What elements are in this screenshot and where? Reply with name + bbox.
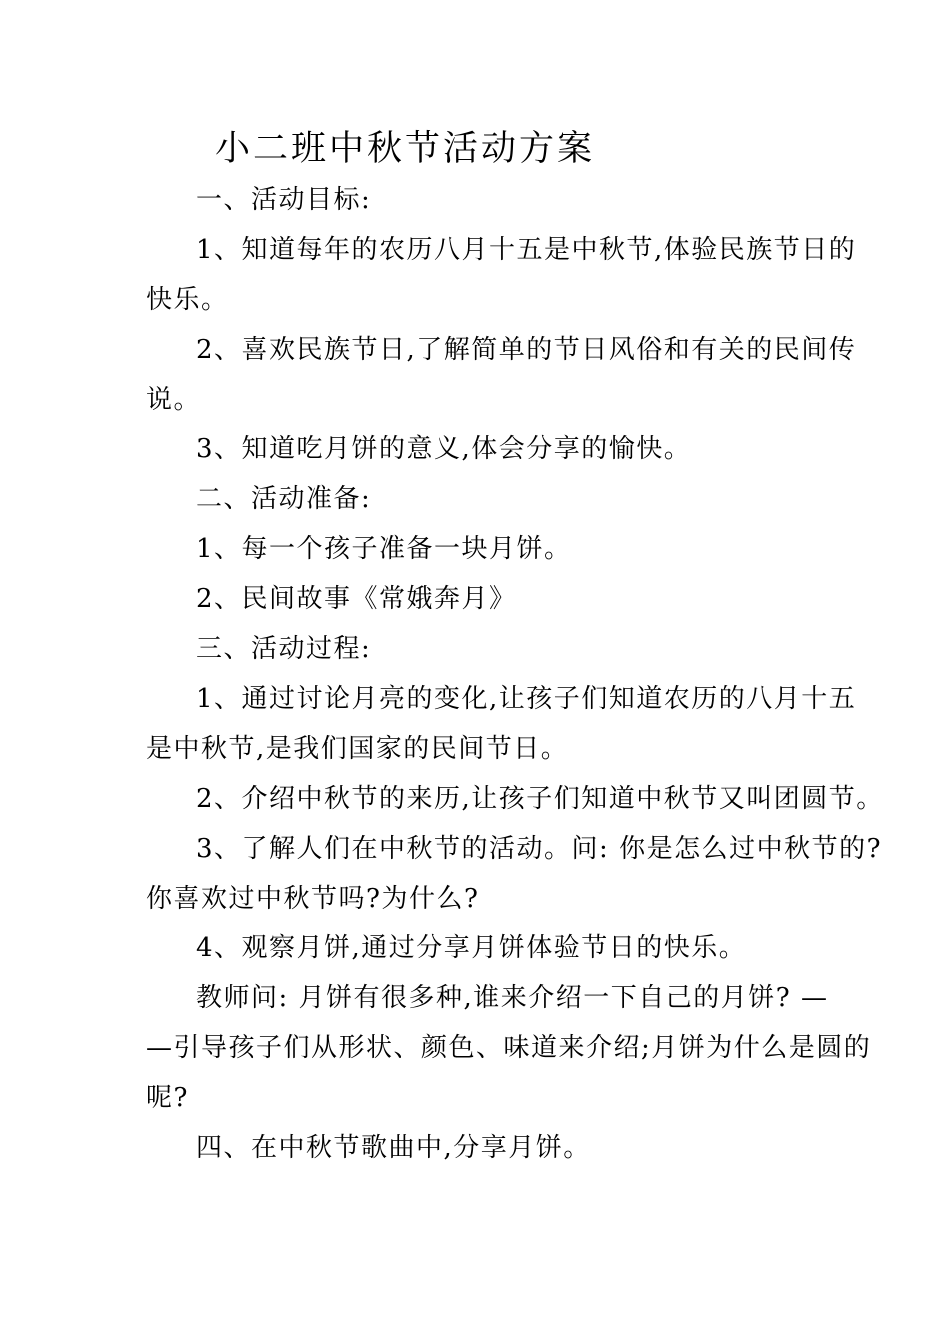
paragraph-line: 快乐。 <box>146 285 229 315</box>
section-heading-process: 三、活动过程: <box>196 634 372 664</box>
section-heading-goals: 一、活动目标: <box>196 185 372 215</box>
paragraph-line: 3、了解人们在中秋节的活动。问: 你是怎么过中秋节的? <box>196 834 883 864</box>
paragraph-line: —引导孩子们从形状、颜色、味道来介绍;月饼为什么是圆的 <box>146 1033 872 1063</box>
paragraph-line: 1、通过讨论月亮的变化,让孩子们知道农历的八月十五 <box>196 684 857 714</box>
paragraph-line: 4、观察月饼,通过分享月饼体验节日的快乐。 <box>196 933 747 963</box>
section-heading-preparation: 二、活动准备: <box>196 484 372 514</box>
paragraph-line: 教师问: 月饼有很多种,谁来介绍一下自己的月饼? — <box>196 983 829 1013</box>
paragraph-line: 说。 <box>146 385 202 415</box>
paragraph-line: 1、知道每年的农历八月十五是中秋节,体验民族节日的 <box>196 235 857 265</box>
paragraph-line: 呢? <box>146 1083 189 1113</box>
paragraph-line: 2、喜欢民族节日,了解简单的节日风俗和有关的民间传 <box>196 335 857 365</box>
paragraph-line: 2、介绍中秋节的来历,让孩子们知道中秋节又叫团圆节。 <box>196 784 884 814</box>
paragraph-line: 是中秋节,是我们国家的民间节日。 <box>146 734 569 764</box>
paragraph-line: 2、民间故事《常娥奔月》 <box>196 584 517 614</box>
paragraph-line: 你喜欢过中秋节吗?为什么? <box>146 884 480 914</box>
document-title: 小二班中秋节活动方案 <box>215 129 596 169</box>
section-heading-sharing: 四、在中秋节歌曲中,分享月饼。 <box>196 1133 591 1163</box>
paragraph-line: 3、知道吃月饼的意义,体会分享的愉快。 <box>196 434 692 464</box>
paragraph-line: 1、每一个孩子准备一块月饼。 <box>196 534 572 564</box>
